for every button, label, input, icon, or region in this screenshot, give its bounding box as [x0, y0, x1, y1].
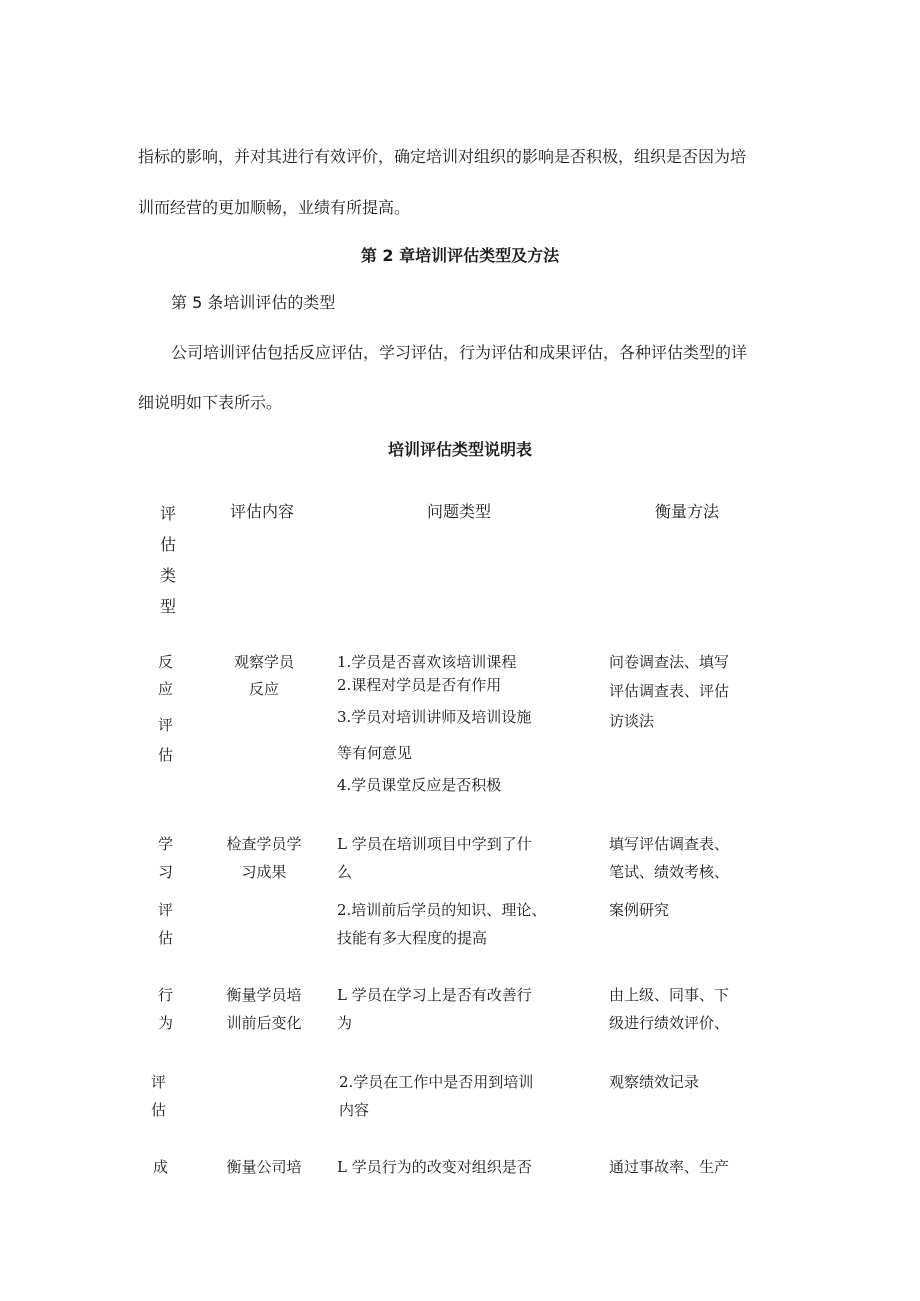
table-title: 培训评估类型说明表	[387, 440, 532, 459]
header-type-char: 类	[159, 566, 176, 585]
row-question-line: L 学员行为的改变对组织是否	[337, 1158, 532, 1176]
article-title: 第 5 条培训评估的类型	[171, 293, 336, 312]
row-question-line: 为	[337, 1014, 353, 1032]
row-question-line: 2.课程对学员是否有作用	[337, 676, 502, 694]
row-type-char: 成	[153, 1158, 169, 1176]
header-questions: 问题类型	[427, 502, 492, 521]
row-question-line: 3.学员对培训讲师及培训设施	[337, 708, 532, 726]
row-method-line: 案例研究	[609, 901, 670, 919]
row-question-line: 2.学员在工作中是否用到培训	[339, 1073, 534, 1091]
row-type-char: 评	[158, 901, 174, 919]
row-type-char: 学	[158, 835, 174, 853]
intro-line-1: 指标的影响，并对其进行有效评价，确定培训对组织的影响是否积极，组织是否因为培	[138, 147, 747, 166]
row-content-line: 检查学员学	[226, 835, 302, 853]
row-content-line: 训前后变化	[226, 1014, 302, 1032]
row-method-line: 通过事故率、生产	[609, 1158, 730, 1176]
chapter-title: 第 2 章培训评估类型及方法	[360, 246, 560, 265]
row-question-line: 4.学员课堂反应是否积极	[337, 776, 502, 794]
row-method-line: 问卷调查法、填写	[609, 653, 730, 671]
row-type-char: 为	[158, 1014, 174, 1032]
intro-line-2: 训而经营的更加顺畅，业绩有所提高。	[138, 198, 411, 217]
header-type-char: 型	[159, 597, 176, 616]
header-content: 评估内容	[230, 502, 295, 521]
row-question-line: 内容	[339, 1101, 370, 1119]
row-method-line: 填写评估调查表、	[609, 835, 730, 853]
header-type	[158, 498, 178, 622]
row-method-line: 笔试、绩效考核、	[609, 863, 730, 881]
row-type-char: 习	[158, 863, 174, 881]
row-content-line: 反应	[248, 680, 279, 698]
row-method-line: 由上级、同事、下	[609, 986, 730, 1004]
row-question-line: L 学员在学习上是否有改善行	[337, 986, 532, 1004]
row-question-line: 2.培训前后学员的知识、理论、	[337, 901, 547, 919]
row-method-line: 观察绩效记录	[609, 1073, 700, 1091]
row-question-line: 等有何意见	[337, 744, 413, 762]
row-question-line: 1.学员是否喜欢该培训课程	[337, 653, 517, 671]
row-type-char: 评	[158, 716, 174, 734]
row-type-char: 应	[158, 680, 174, 698]
row-content-line: 衡量公司培	[226, 1158, 302, 1176]
row-content-line: 衡量学员培	[226, 986, 302, 1004]
row-method-line: 级进行绩效评价、	[609, 1014, 730, 1032]
body-line-1: 公司培训评估包括反应评估，学习评估，行为评估和成果评估，各种评估类型的详	[171, 343, 748, 362]
body-line-2: 细说明如下表所示。	[138, 393, 283, 412]
row-type-char: 估	[158, 746, 174, 764]
row-content-line: 观察学员	[233, 653, 294, 671]
row-type-char: 评	[151, 1073, 167, 1091]
header-methods: 衡量方法	[655, 502, 720, 521]
row-type-char: 估	[151, 1101, 167, 1119]
row-type-char: 反	[158, 653, 174, 671]
row-method-line: 访谈法	[609, 712, 655, 730]
row-question-line: 么	[337, 863, 353, 881]
row-method-line: 评估调查表、评估	[609, 682, 730, 700]
row-type-char: 行	[158, 986, 174, 1004]
row-question-line: 技能有多大程度的提高	[337, 929, 488, 947]
row-type-char: 估	[158, 929, 174, 947]
header-type-char: 估	[159, 535, 176, 554]
header-type-char: 评	[159, 504, 176, 523]
row-content-line: 习成果	[241, 863, 287, 881]
row-question-line: L 学员在培训项目中学到了什	[337, 835, 532, 853]
